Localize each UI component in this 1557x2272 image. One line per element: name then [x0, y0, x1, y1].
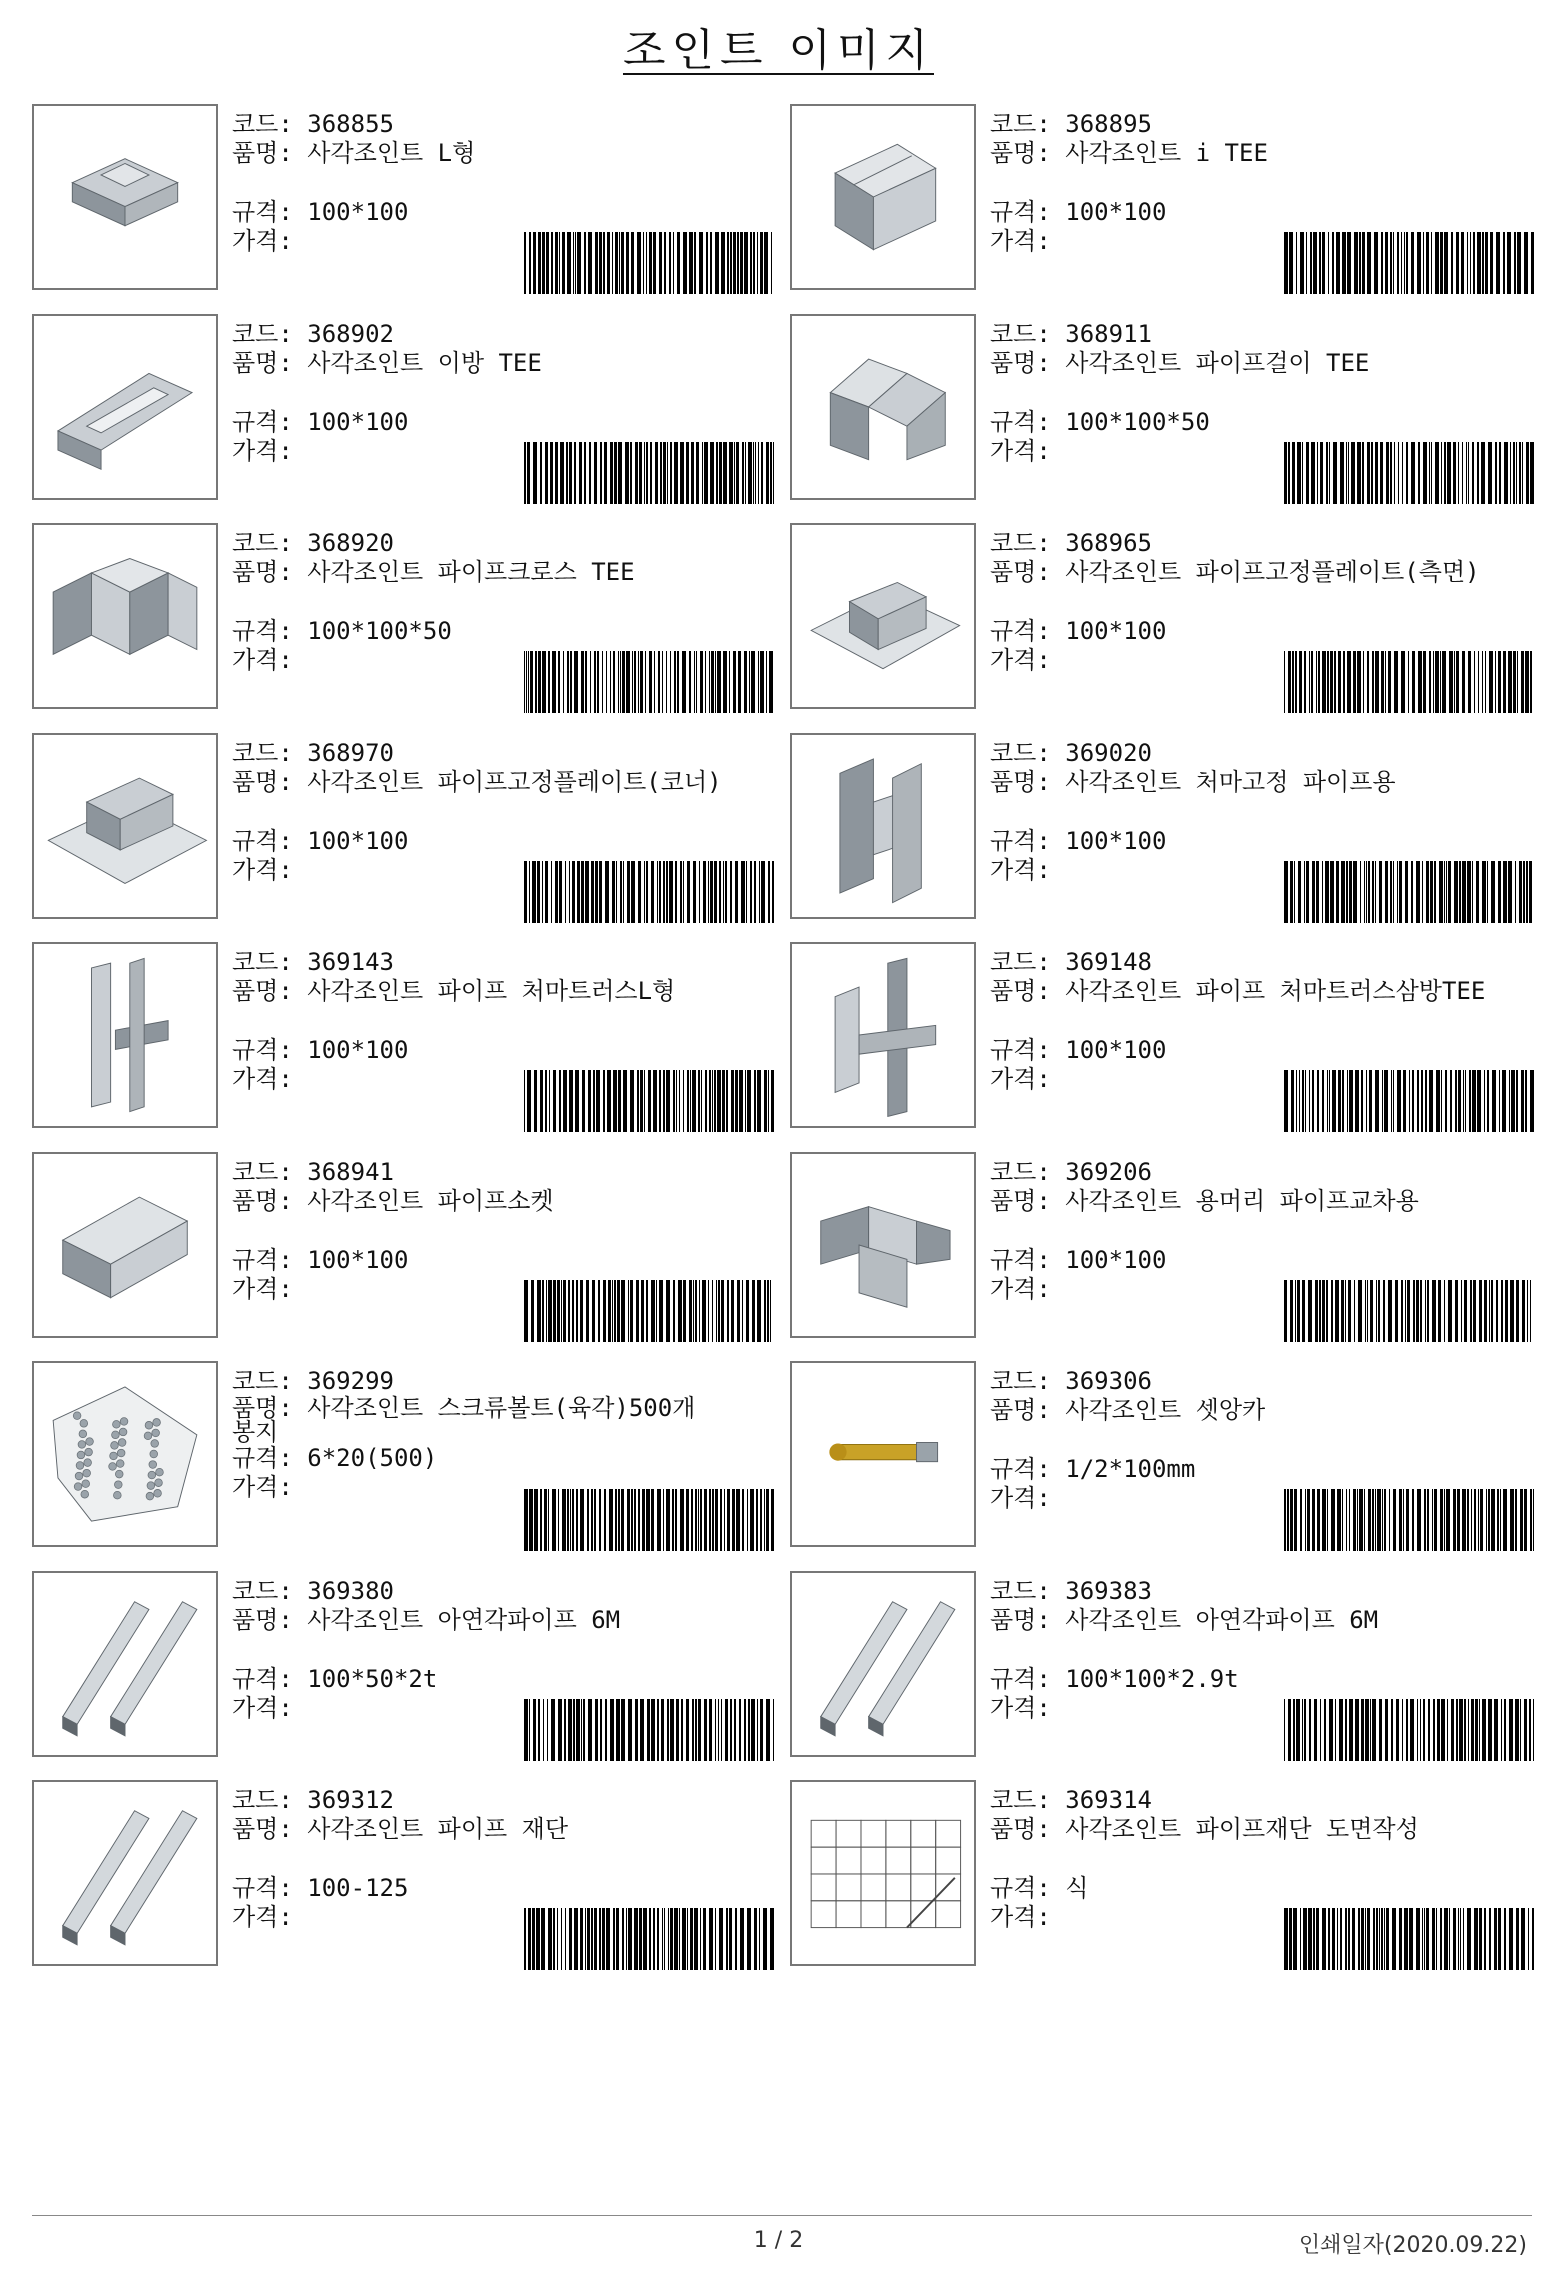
product-image [32, 942, 218, 1128]
product-code: 코드: 369314 [990, 1786, 1152, 1814]
product-item [790, 1152, 1535, 1362]
product-image [790, 523, 976, 709]
product-image [32, 1780, 218, 1966]
product-code: 코드: 368895 [990, 110, 1152, 138]
product-spec: 규격: 100*100 [232, 198, 409, 226]
footer-divider [32, 2215, 1532, 2216]
product-spec: 규격: 100*100 [232, 1245, 409, 1274]
product-image [32, 1361, 218, 1547]
product-code: 코드: 369148 [990, 948, 1152, 976]
product-spec: 규격: 100*100*50 [990, 407, 1210, 436]
product-item [32, 942, 790, 1152]
product-item [32, 1571, 790, 1781]
product-info [232, 110, 475, 256]
product-code: 코드: 368911 [990, 319, 1152, 348]
product-image [32, 1571, 218, 1757]
structure-drawing-icon [792, 1782, 974, 1964]
product-item [32, 104, 790, 314]
product-image [32, 523, 218, 709]
product-image [32, 104, 218, 290]
page-number: 1 / 2 [753, 2228, 804, 2253]
side-fixing-plate-icon [792, 525, 974, 707]
product-spec: 규격: 1/2*100mm [990, 1455, 1196, 1483]
product-price: 가격: [232, 1473, 293, 1501]
product-image [790, 104, 976, 290]
product-item [790, 1780, 1535, 1990]
product-name: 품명: 사각조인트 파이프 재단 [232, 1815, 569, 1843]
barcode [524, 232, 774, 294]
product-spec: 규격: 100*100 [232, 1036, 409, 1064]
barcode [524, 1699, 774, 1761]
product-price: 가격: [232, 1693, 293, 1722]
pipe-socket-icon [34, 1154, 216, 1336]
ridge-cross-bracket-icon [792, 1154, 974, 1336]
product-item [790, 942, 1535, 1152]
product-code: 코드: 368855 [232, 110, 394, 138]
product-name: 품명: 사각조인트 파이프 처마트러스삼방TEE [990, 977, 1486, 1005]
product-info [990, 1367, 1265, 1513]
product-spec: 규격: 100*100 [990, 617, 1167, 645]
product-image [790, 1571, 976, 1757]
product-item [790, 1571, 1535, 1781]
product-image [790, 314, 976, 500]
product-code: 코드: 369143 [232, 948, 394, 976]
product-code: 코드: 369020 [990, 738, 1152, 767]
product-image [790, 1361, 976, 1547]
product-spec: 규격: 100*100 [990, 1036, 1167, 1064]
product-code: 코드: 369380 [232, 1576, 394, 1605]
product-price: 가격: [990, 646, 1051, 674]
product-spec: 규격: 식 [990, 1874, 1089, 1902]
product-spec: 규격: 100*100 [990, 826, 1167, 855]
product-name: 품명: 사각조인트 이방 TEE [232, 348, 542, 377]
product-code: 코드: 368902 [232, 319, 394, 348]
product-image [32, 733, 218, 919]
pipe-cross-tee-icon [34, 525, 216, 707]
product-code: 코드: 369206 [990, 1157, 1152, 1186]
product-code: 코드: 368970 [232, 738, 394, 767]
product-image [790, 1152, 976, 1338]
product-code: 코드: 369312 [232, 1786, 394, 1814]
barcode [1284, 1699, 1534, 1761]
barcode [1284, 1908, 1534, 1970]
product-name: 품명: 사각조인트 용머리 파이프교차용 [990, 1186, 1419, 1215]
product-spec: 규격: 100*100 [232, 826, 409, 855]
product-spec: 규격: 100*100*50 [232, 617, 452, 645]
product-price: 가격: [232, 1903, 293, 1931]
product-price: 가격: [990, 1274, 1051, 1303]
product-price: 가격: [990, 855, 1051, 884]
product-info [990, 110, 1268, 256]
i-tee-joint-icon [792, 106, 974, 288]
product-name: 품명: 사각조인트 파이프고정플레이트(측면) [990, 558, 1480, 586]
anchor-bolt-icon [792, 1363, 974, 1545]
product-name: 품명: 사각조인트 파이프걸이 TEE [990, 348, 1370, 377]
product-code: 코드: 369299 [232, 1367, 394, 1395]
product-price: 가격: [990, 227, 1051, 255]
barcode [524, 1908, 774, 1970]
product-item [32, 314, 790, 524]
product-name: 품명: 사각조인트 파이프크로스 TEE [232, 558, 635, 586]
product-spec: 규격: 100-125 [232, 1874, 409, 1902]
product-code: 코드: 368920 [232, 529, 394, 557]
product-code: 코드: 369306 [990, 1367, 1152, 1395]
product-spec: 규격: 6*20(500) [232, 1444, 438, 1472]
product-code: 코드: 369383 [990, 1576, 1152, 1605]
product-price: 가격: [232, 436, 293, 465]
product-code: 코드: 368941 [232, 1157, 394, 1186]
eave-truss-three-way-icon [792, 944, 974, 1126]
product-item [32, 523, 790, 733]
zinc-pipe-icon [792, 1573, 974, 1755]
l-joint-icon [34, 106, 216, 288]
product-name: 품명: 사각조인트 i TEE [990, 139, 1268, 167]
product-item [790, 733, 1535, 943]
product-image [790, 942, 976, 1128]
barcode [524, 1280, 774, 1342]
product-spec: 규격: 100*50*2t [232, 1664, 438, 1693]
eave-bracket-icon [792, 735, 974, 917]
product-name: 품명: 사각조인트 셋앙카 [990, 1396, 1266, 1424]
barcode [1284, 1489, 1534, 1551]
eave-truss-l-icon [34, 944, 216, 1126]
product-image [32, 1152, 218, 1338]
zinc-pipe-icon [34, 1573, 216, 1755]
product-image [790, 733, 976, 919]
product-item [790, 314, 1535, 524]
barcode [1284, 442, 1534, 504]
barcode [524, 442, 774, 504]
product-price: 가격: [990, 1065, 1051, 1093]
product-item [790, 104, 1535, 314]
product-image [32, 314, 218, 500]
barcode [1284, 651, 1534, 713]
barcode [1284, 1070, 1534, 1132]
barcode [524, 1070, 774, 1132]
product-price: 가격: [232, 855, 293, 884]
page-title: 조인트 이미지 [622, 25, 934, 76]
product-price: 가격: [232, 1274, 293, 1303]
product-info [232, 1367, 722, 1502]
product-name: 품명: 사각조인트 파이프 처마트러스L형 [232, 977, 676, 1005]
pipe-hanger-tee-icon [792, 316, 974, 498]
barcode [524, 861, 774, 923]
product-item [790, 523, 1535, 733]
product-code: 코드: 368965 [990, 529, 1152, 557]
two-way-tee-icon [34, 316, 216, 498]
product-item [790, 1361, 1535, 1571]
barcode [524, 1489, 774, 1551]
product-grid [32, 104, 1535, 1989]
barcode [524, 651, 774, 713]
product-info [232, 1786, 568, 1932]
barcode [1284, 1280, 1534, 1342]
product-name: 품명: 사각조인트 L형 [232, 139, 476, 167]
product-item [32, 733, 790, 943]
product-price: 가격: [232, 646, 293, 674]
product-name: 품명: 사각조인트 처마고정 파이프용 [990, 767, 1396, 796]
barcode [1284, 232, 1534, 294]
pipe-cut-icon [34, 1782, 216, 1964]
product-name: 품명: 사각조인트 아연각파이프 6M [990, 1605, 1379, 1634]
print-date: 인쇄일자(2020.09.22) [1298, 2233, 1527, 2258]
product-price: 가격: [232, 1065, 293, 1093]
product-spec: 규격: 100*100 [232, 407, 409, 436]
product-image [790, 1780, 976, 1966]
screw-bag-icon [34, 1363, 216, 1545]
product-item [32, 1152, 790, 1362]
product-spec: 규격: 100*100*2.9t [990, 1664, 1239, 1693]
product-name: 품명: 사각조인트 파이프소켓 [232, 1186, 554, 1215]
product-name: 품명: 사각조인트 아연각파이프 6M [232, 1605, 621, 1634]
barcode [1284, 861, 1534, 923]
product-info [232, 1158, 554, 1304]
product-spec: 규격: 100*100 [990, 1245, 1167, 1274]
product-name: 품명: 사각조인트 스크류볼트(육각)500개 봉지 [232, 1394, 696, 1446]
product-price: 가격: [990, 1484, 1051, 1512]
product-price: 가격: [990, 436, 1051, 465]
corner-fixing-plate-icon [34, 735, 216, 917]
product-spec: 규격: 100*100 [990, 198, 1167, 226]
product-price: 가격: [990, 1903, 1051, 1931]
product-name: 품명: 사각조인트 파이프고정플레이트(코너) [232, 767, 722, 796]
product-price: 가격: [232, 227, 293, 255]
product-name: 품명: 사각조인트 파이프재단 도면작성 [990, 1815, 1419, 1843]
product-info [232, 320, 542, 466]
product-item [32, 1361, 790, 1571]
product-item [32, 1780, 790, 1990]
product-price: 가격: [990, 1693, 1051, 1722]
